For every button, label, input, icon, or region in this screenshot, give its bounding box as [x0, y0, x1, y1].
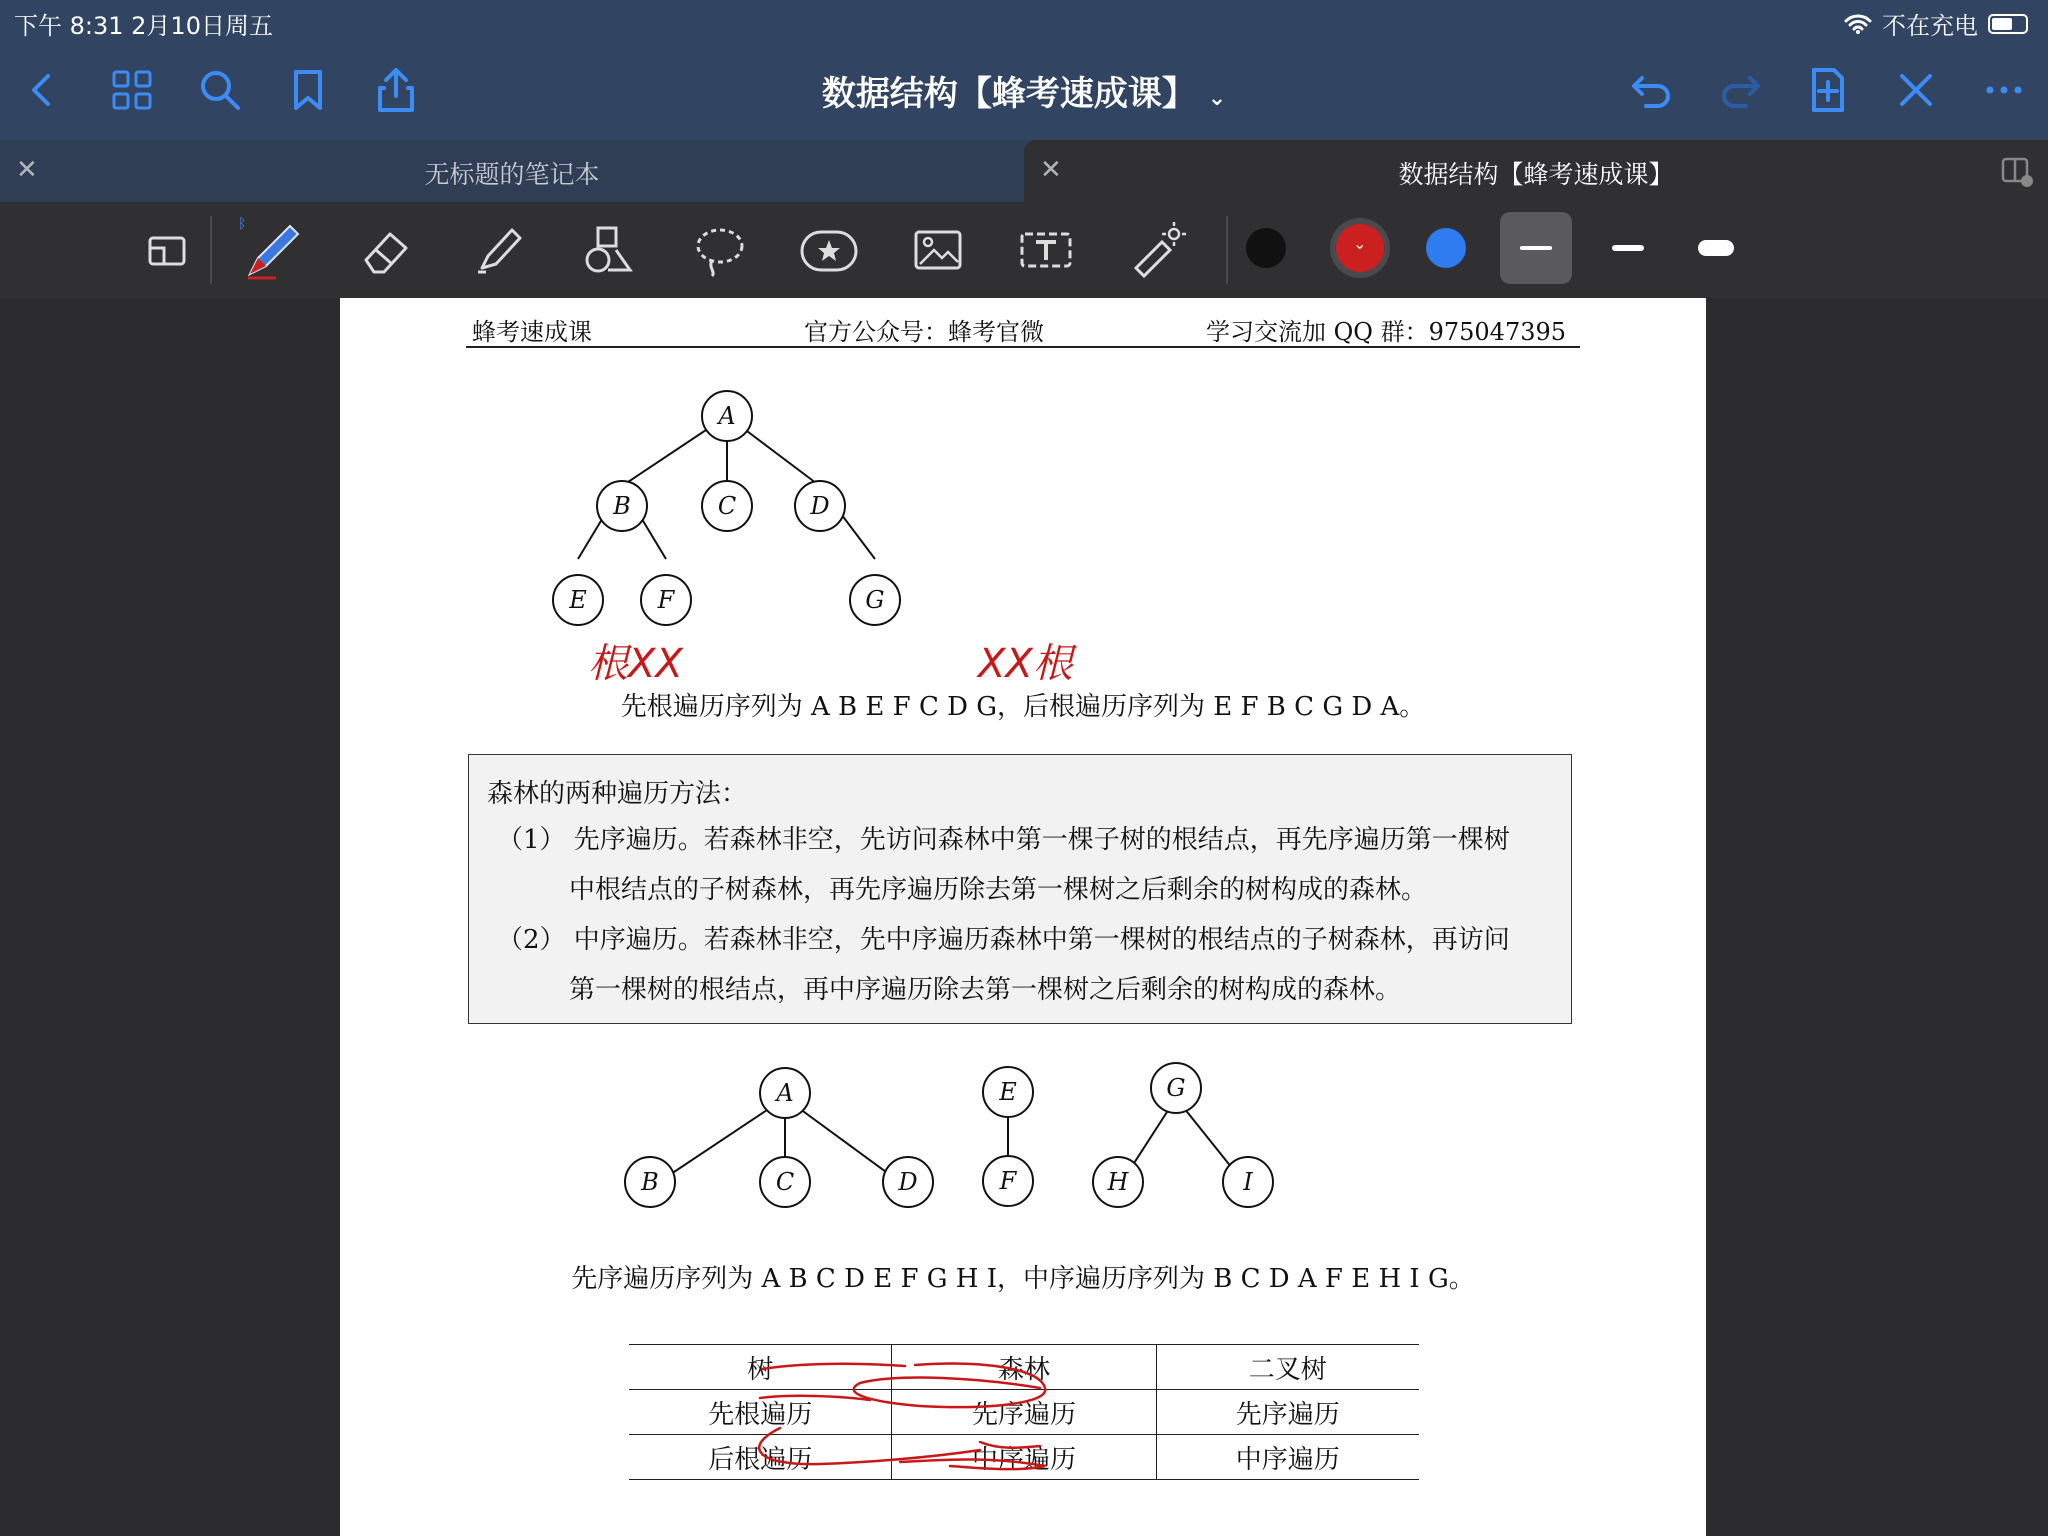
more-icon[interactable] [1976, 62, 2032, 118]
table-cell: 中序遍历 [1156, 1435, 1419, 1480]
tree-label-e: E [569, 586, 587, 614]
table-cell: 先根遍历 [629, 1390, 892, 1435]
document-title[interactable]: 数据结构【蜂考速成课】 ⌄ [821, 74, 1227, 114]
forest-caption: 先序遍历序列为 A B C D E F G H I，中序遍历序列为 B C D A F E H I G。 [571, 1264, 1475, 1294]
sticker-icon[interactable] [798, 220, 862, 280]
nav-bar [0, 40, 2048, 140]
pen-cross-icon[interactable] [1888, 62, 1944, 118]
tree-label-d: D [810, 492, 830, 520]
tab-bar [0, 140, 2048, 202]
forest-label-b: B [641, 1168, 659, 1196]
add-page-icon[interactable] [1800, 62, 1856, 118]
header-left: 蜂考速成课 [472, 318, 592, 346]
image-icon[interactable] [908, 220, 968, 280]
color-blue-swatch[interactable] [1426, 228, 1466, 268]
color-black-swatch[interactable] [1246, 228, 1286, 268]
forest-label-f: F [999, 1167, 1017, 1195]
status-right [1844, 6, 2028, 41]
tree-label-g: G [865, 586, 885, 614]
tree-label-c: C [717, 492, 737, 520]
forest-label-h: H [1107, 1168, 1129, 1196]
laser-pointer-icon[interactable] [1126, 220, 1186, 280]
charging-status: 不在充电 [1882, 12, 1978, 40]
toolbar-divider [210, 216, 212, 284]
tree-label-a: A [718, 402, 736, 430]
close-icon[interactable]: ✕ [16, 155, 38, 185]
chevron-down-icon: ⌄ [1353, 234, 1367, 253]
traversal-caption: 先根遍历序列为 A B E F C D G，后根遍历序列为 E F B C G D A。 [620, 692, 1426, 722]
redo-icon[interactable] [1712, 62, 1768, 118]
chevron-down-icon[interactable]: ⌄ [1207, 86, 1227, 111]
box-item-2-cont: 第一棵树的根结点，再中序遍历除去第一棵树之后剩余的树构成的森林。 [569, 975, 1402, 1005]
forest-label-c: C [775, 1168, 795, 1196]
split-view-icon[interactable] [2000, 154, 2034, 188]
ink-annotation [340, 1338, 1706, 1518]
highlighter-icon[interactable] [468, 220, 528, 280]
box-item-2: （2） 中序遍历。若森林非空，先中序遍历森林中第一棵树的根结点的子树森林，再访问 [497, 925, 1510, 955]
lasso-icon[interactable] [690, 220, 750, 280]
header-right: 学习交流加 QQ 群：975047395 [1206, 318, 1567, 346]
forest-label-a: A [776, 1079, 794, 1107]
table-cell: 中序遍历 [892, 1435, 1156, 1480]
close-icon[interactable]: ✕ [1040, 155, 1062, 185]
forest-diagram [340, 1038, 1706, 1268]
table-cell: 先序遍历 [892, 1390, 1156, 1435]
table-header-cell: 树 [629, 1345, 892, 1390]
tree-label-b: B [613, 492, 631, 520]
table-header-cell: 二叉树 [1156, 1345, 1419, 1390]
stroke-medium-button[interactable] [1592, 212, 1664, 284]
tree-diagram [340, 298, 1706, 658]
shapes-icon[interactable] [578, 220, 638, 280]
forest-traversal-box [468, 754, 1572, 1024]
tab-untitled-notebook[interactable]: ✕ 无标题的笔记本 [16, 155, 600, 189]
table-header-cell: 森林 [892, 1345, 1156, 1390]
tree-label-f: F [657, 586, 675, 614]
undo-icon[interactable] [1624, 62, 1680, 118]
forest-label-e: E [999, 1078, 1017, 1106]
toolbar-divider [1226, 216, 1228, 284]
stroke-thin-button[interactable] [1500, 212, 1572, 284]
handwriting-annotation: XX根 [978, 641, 1073, 687]
battery-icon [1988, 14, 2028, 34]
table-cell: 先序遍历 [1156, 1390, 1419, 1435]
table-cell: 后根遍历 [629, 1435, 892, 1480]
box-item-1-cont: 中根结点的子树森林，再先序遍历除去第一棵树之后剩余的树构成的森林。 [569, 875, 1428, 905]
stroke-thick-button[interactable] [1680, 212, 1752, 284]
page-layout-icon[interactable] [136, 220, 196, 280]
forest-label-i: I [1243, 1168, 1253, 1196]
tab-data-structures[interactable]: ✕ 数据结构【蜂考速成课】 [1024, 140, 2048, 202]
forest-label-d: D [898, 1168, 918, 1196]
handwriting-annotation: 根XX [588, 641, 683, 687]
pen-icon[interactable] [236, 214, 306, 284]
text-box-icon[interactable] [1016, 220, 1076, 280]
forest-label-g: G [1166, 1074, 1186, 1102]
header-center: 官方公众号：蜂考官微 [804, 318, 1044, 346]
svg-text:ᛒ: ᛒ [238, 216, 247, 232]
wifi-icon [1844, 13, 1872, 35]
status-time: 下午 8:31 2月10日周五 [14, 12, 273, 40]
color-red-swatch[interactable] [1336, 224, 1384, 272]
document-page[interactable] [340, 298, 1706, 1536]
box-item-1: （1） 先序遍历。若森林非空，先访问森林中第一棵子树的根结点，再先序遍历第一棵树 [497, 825, 1510, 855]
status-bar [0, 0, 2048, 40]
eraser-icon[interactable] [356, 220, 416, 280]
box-title: 森林的两种遍历方法： [487, 779, 748, 809]
